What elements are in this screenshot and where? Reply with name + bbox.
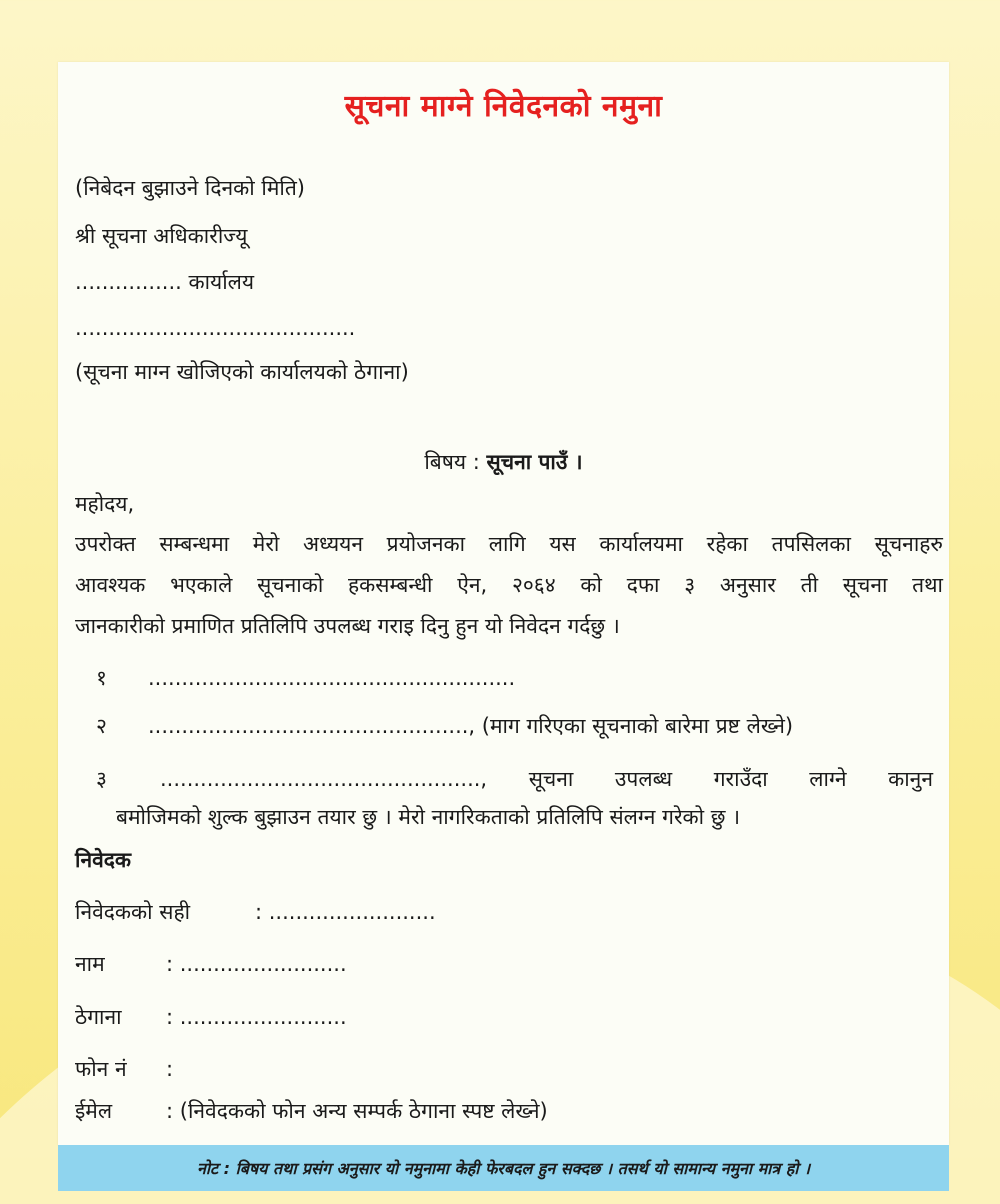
address-dots: ..........................................	[75, 316, 356, 340]
signature-field: : .........................	[255, 900, 436, 924]
item-text: ................................................, सूचना उपलब्ध गराउँदा लाग्ने कानुन	[160, 767, 933, 791]
body-line-1: उपरोक्त सम्बन्धमा मेरो अध्ययन प्रयोजनका लागि यस कार्यालयमा रहेका तपसिलका सूचनाहरु	[75, 532, 943, 556]
signature-label: निवेदकको सही	[75, 900, 191, 924]
address-label: ठेगाना	[75, 1005, 122, 1029]
subject-label: बिषय :	[424, 450, 480, 474]
note-text: नोट : बिषय तथा प्रसंग अनुसार यो नमुनामा केही फेरबदल हुन सक्दछ । तसर्थ यो सामान्य नमुना मात्र हो ।	[196, 1159, 811, 1178]
address-field: : .........................	[166, 1005, 347, 1029]
item-number: २	[96, 714, 107, 738]
email-label: ईमेल	[75, 1099, 113, 1123]
body-line-2: आवश्यक भएकाले सूचनाको हकसम्बन्धी ऐन, २०६४ को दफा ३ अनुसार ती सूचना तथा	[75, 573, 943, 597]
body-line-3: जानकारीको प्रमाणित प्रतिलिपि उपलब्ध गराइ दिनु हुन यो निवेदन गर्दछु ।	[75, 614, 620, 638]
subject-text: सूचना पाउँ ।	[486, 450, 583, 474]
addressee: श्री सूचना अधिकारीज्यू	[75, 224, 248, 248]
name-field: : .........................	[166, 952, 347, 976]
name-label: नाम	[75, 952, 105, 976]
item-number: १	[96, 666, 107, 690]
address-hint: (सूचना माग्न खोजिएको कार्यालयको ठेगाना)	[75, 360, 409, 384]
item-number: ३	[96, 767, 107, 791]
email-field: : (निवेदकको फोन अन्य सम्पर्क ठेगाना स्पष्ट लेख्ने)	[166, 1099, 548, 1123]
note-bar	[58, 1145, 949, 1191]
phone-field: :	[166, 1057, 174, 1081]
item-text: .......................................................	[148, 666, 516, 690]
applicant-heading: निवेदक	[75, 848, 132, 872]
date-line: (निबेदन बुझाउने दिनको मिति)	[75, 176, 305, 200]
subject-line	[58, 448, 949, 476]
item-text-continued: बमोजिमको शुल्क बुझाउन तयार छु । मेरो नागरिकताको प्रतिलिपि संलग्न गरेको छु ।	[116, 805, 741, 829]
form-sheet	[58, 62, 949, 1145]
salutation: महोदय,	[75, 492, 135, 516]
page-title: सूचना माग्ने निवेदनको नमुना	[344, 89, 663, 124]
phone-label: फोन नं	[75, 1057, 127, 1081]
item-text: ................................................, (माग गरिएका सूचनाको बारेमा प्रष्ट लेख्ने)	[148, 714, 794, 738]
office-line: ................ कार्यालय	[75, 270, 255, 294]
